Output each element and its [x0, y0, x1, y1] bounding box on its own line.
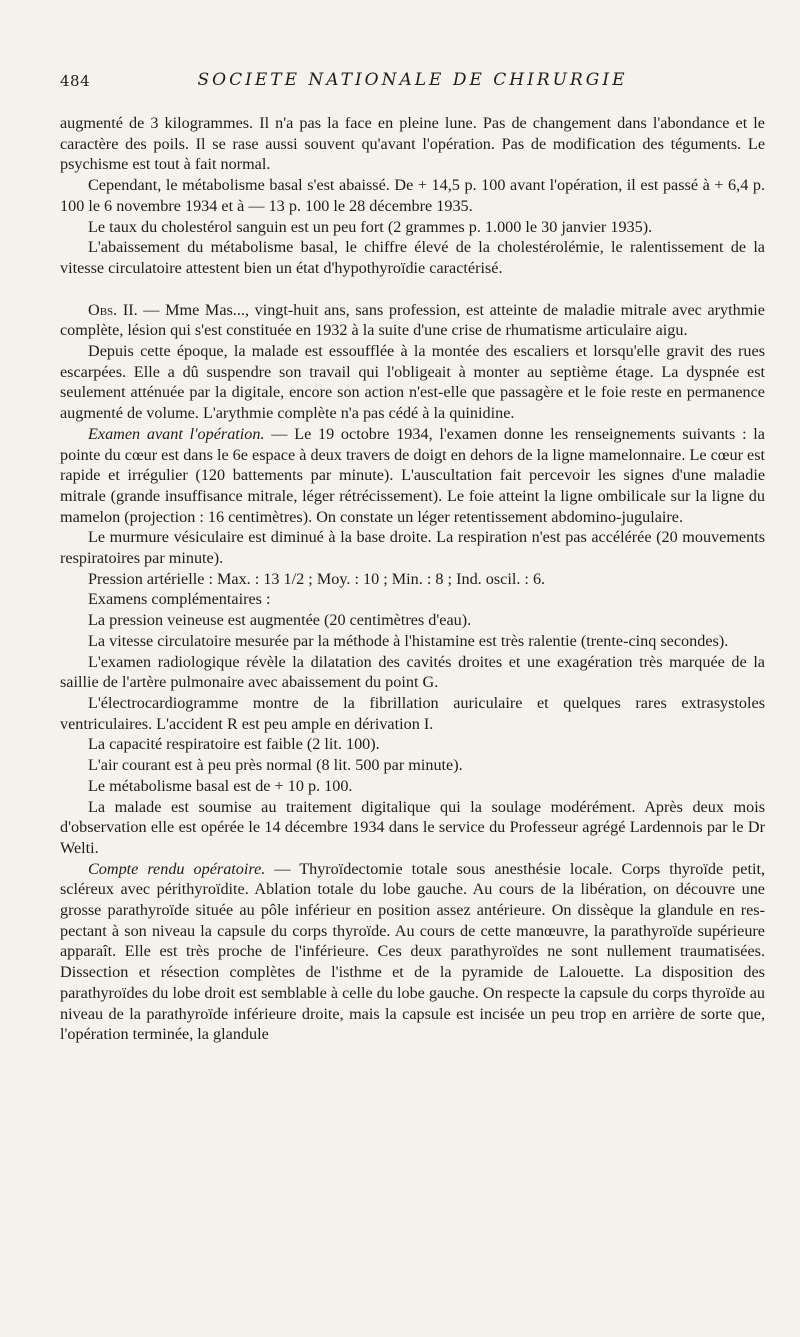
operative-report-paragraph: [60, 859, 765, 1045]
observation-label: Obs. II.: [88, 300, 138, 319]
page-header: [60, 72, 765, 96]
paragraph: Examens complémentaires :: [88, 590, 271, 609]
paragraph-text: — Mme Mas..., vingt-huit ans, sans profession, est atteinte de maladie mitrale avec arythmie complète, lésion qui s'est constituée en 1932 à la suite d'une crise de rhumatisme articulaire aigu.: [60, 300, 765, 340]
paragraph: La pression veineuse est augmentée (20 centimètres d'eau).: [88, 611, 472, 630]
section-label: Examen avant l'opération.: [88, 424, 265, 443]
section-label: Compte rendu opératoire.: [88, 859, 266, 878]
exam-paragraph: [60, 424, 765, 528]
paragraph: La vitesse circulatoire mesurée par la méthode à l'histamine est très ralentie (trente-cinq secondes).: [88, 631, 729, 650]
paragraph: L'examen radiologique révèle la dilatation des cavités droites et une exagération très marquée de la saillie de l'artère pulmonaire avec abaissement du point G.: [60, 652, 765, 692]
paragraph-text: — Thyroïdectomie totale sous anesthésie locale. Corps thyroïde petit, scléreux avec périthyroïdite. Ablation totale du lobe gauche. Au cours de la libération, on découvre une grosse parathyroïde située au pôle inférieur en position assez antérieure. On dissèque la glandule en respectant à son niveau la capsule du corps thyroïde. Au cours de cette manœuvre, la parathyroïde supérieure apparaît. Elle est très proche de l'inférieure. Ces deux parathyroïdes ne sont nullement traumatisées. Dissection et résection complètes de l'isthme et de la pyramide de Lalouette. La disposition des parathyroïdes du lobe droit est semblable à celle du lobe gauche. On respecte la capsule du corps thyroïde au niveau de la parathyroïde inférieure droite, mais la capsule est incisée un peu trop en arrière de sorte que, l'opération terminée, la glandule: [60, 859, 765, 1044]
paragraph: Depuis cette époque, la malade est essoufflée à la montée des escaliers et lorsqu'elle gravit des rues escarpées. Elle a dû suspendre son travail qui l'obligeait à monter au septième étage. La dyspnée est seulement atténuée par la digitale, encore son action n'est-elle que passagère et le foie reste en permanence augmenté de volume. L'arythmie complète n'a pas cédé à la quinidine.: [60, 342, 765, 423]
paragraph: Le métabolisme basal est de + 10 p. 100.: [88, 776, 353, 795]
paragraph: augmenté de 3 kilogrammes. Il n'a pas la face en pleine lune. Pas de changement dans l'abondance et le caractère des poils. Il se rase aussi souvent qu'avant l'opération. Pas de modification des téguments. Le psychisme est tout à fait normal.: [60, 114, 765, 174]
paragraph: Le murmure vésiculaire est diminué à la base droite. La respiration n'est pas accélérée (20 mouvements respiratoires par minute).: [60, 528, 765, 568]
paragraph: L'électrocardiogramme montre de la fibrillation auriculaire et quelques rares extrasystoles ventriculaires. L'accident R est peu ample en dérivation I.: [60, 693, 765, 733]
paragraph: Pression artérielle : Max. : 13 1/2 ; Moy. : 10 ; Min. : 8 ; Ind. oscil. : 6.: [88, 569, 546, 588]
running-head: SOCIETE NATIONALE DE CHIRURGIE: [197, 70, 628, 90]
paragraph: Cependant, le métabolisme basal s'est abaissé. De + 14,5 p. 100 avant l'opération, il est passé à + 6,4 p. 100 le 6 novembre 1934 et à — 13 p. 100 le 28 décembre 1935.: [60, 176, 765, 215]
paragraph: L'abaissement du métabolisme basal, le chiffre élevé de la cholestérolémie, le ralentissement de la vitesse circulatoire attestent bien un état d'hypothyroïdie caractérisé.: [60, 238, 765, 277]
paragraph: Le taux du cholestérol sanguin est un peu fort (2 grammes p. 1.000 le 30 janvier 1935).: [88, 217, 653, 236]
paragraph: L'air courant est à peu près normal (8 lit. 500 par minute).: [88, 756, 463, 775]
observation-paragraph: [60, 300, 765, 341]
paragraph: La malade est soumise au traitement digitalique qui la soulage modérément. Après deux mois d'observation elle est opérée le 14 décembre 1934 dans le service du Professeur agrégé Lardennois par le Dr Welti.: [60, 797, 765, 857]
paragraph-text: — Le 19 octobre 1934, l'examen donne les renseignements suivants : la pointe du cœur est dans le 6e espace à deux travers de doigt en dehors de la ligne mamelonnaire. Le cœur est rapide et irrégulier (120 battements par minute). L'auscultation fait percevoir les signes d'une maladie mitrale (grande insuffisance mitrale, léger rétrécissement). Le foie atteint la ligne ombilicale sur la ligne du mamelon (projection : 16 centimètres). On constate un léger retentissement abdomino-jugulaire.: [60, 424, 765, 526]
paragraph: La capacité respiratoire est faible (2 lit. 100).: [88, 735, 380, 754]
page-number: 484: [60, 72, 91, 90]
body-text: [60, 113, 765, 1045]
